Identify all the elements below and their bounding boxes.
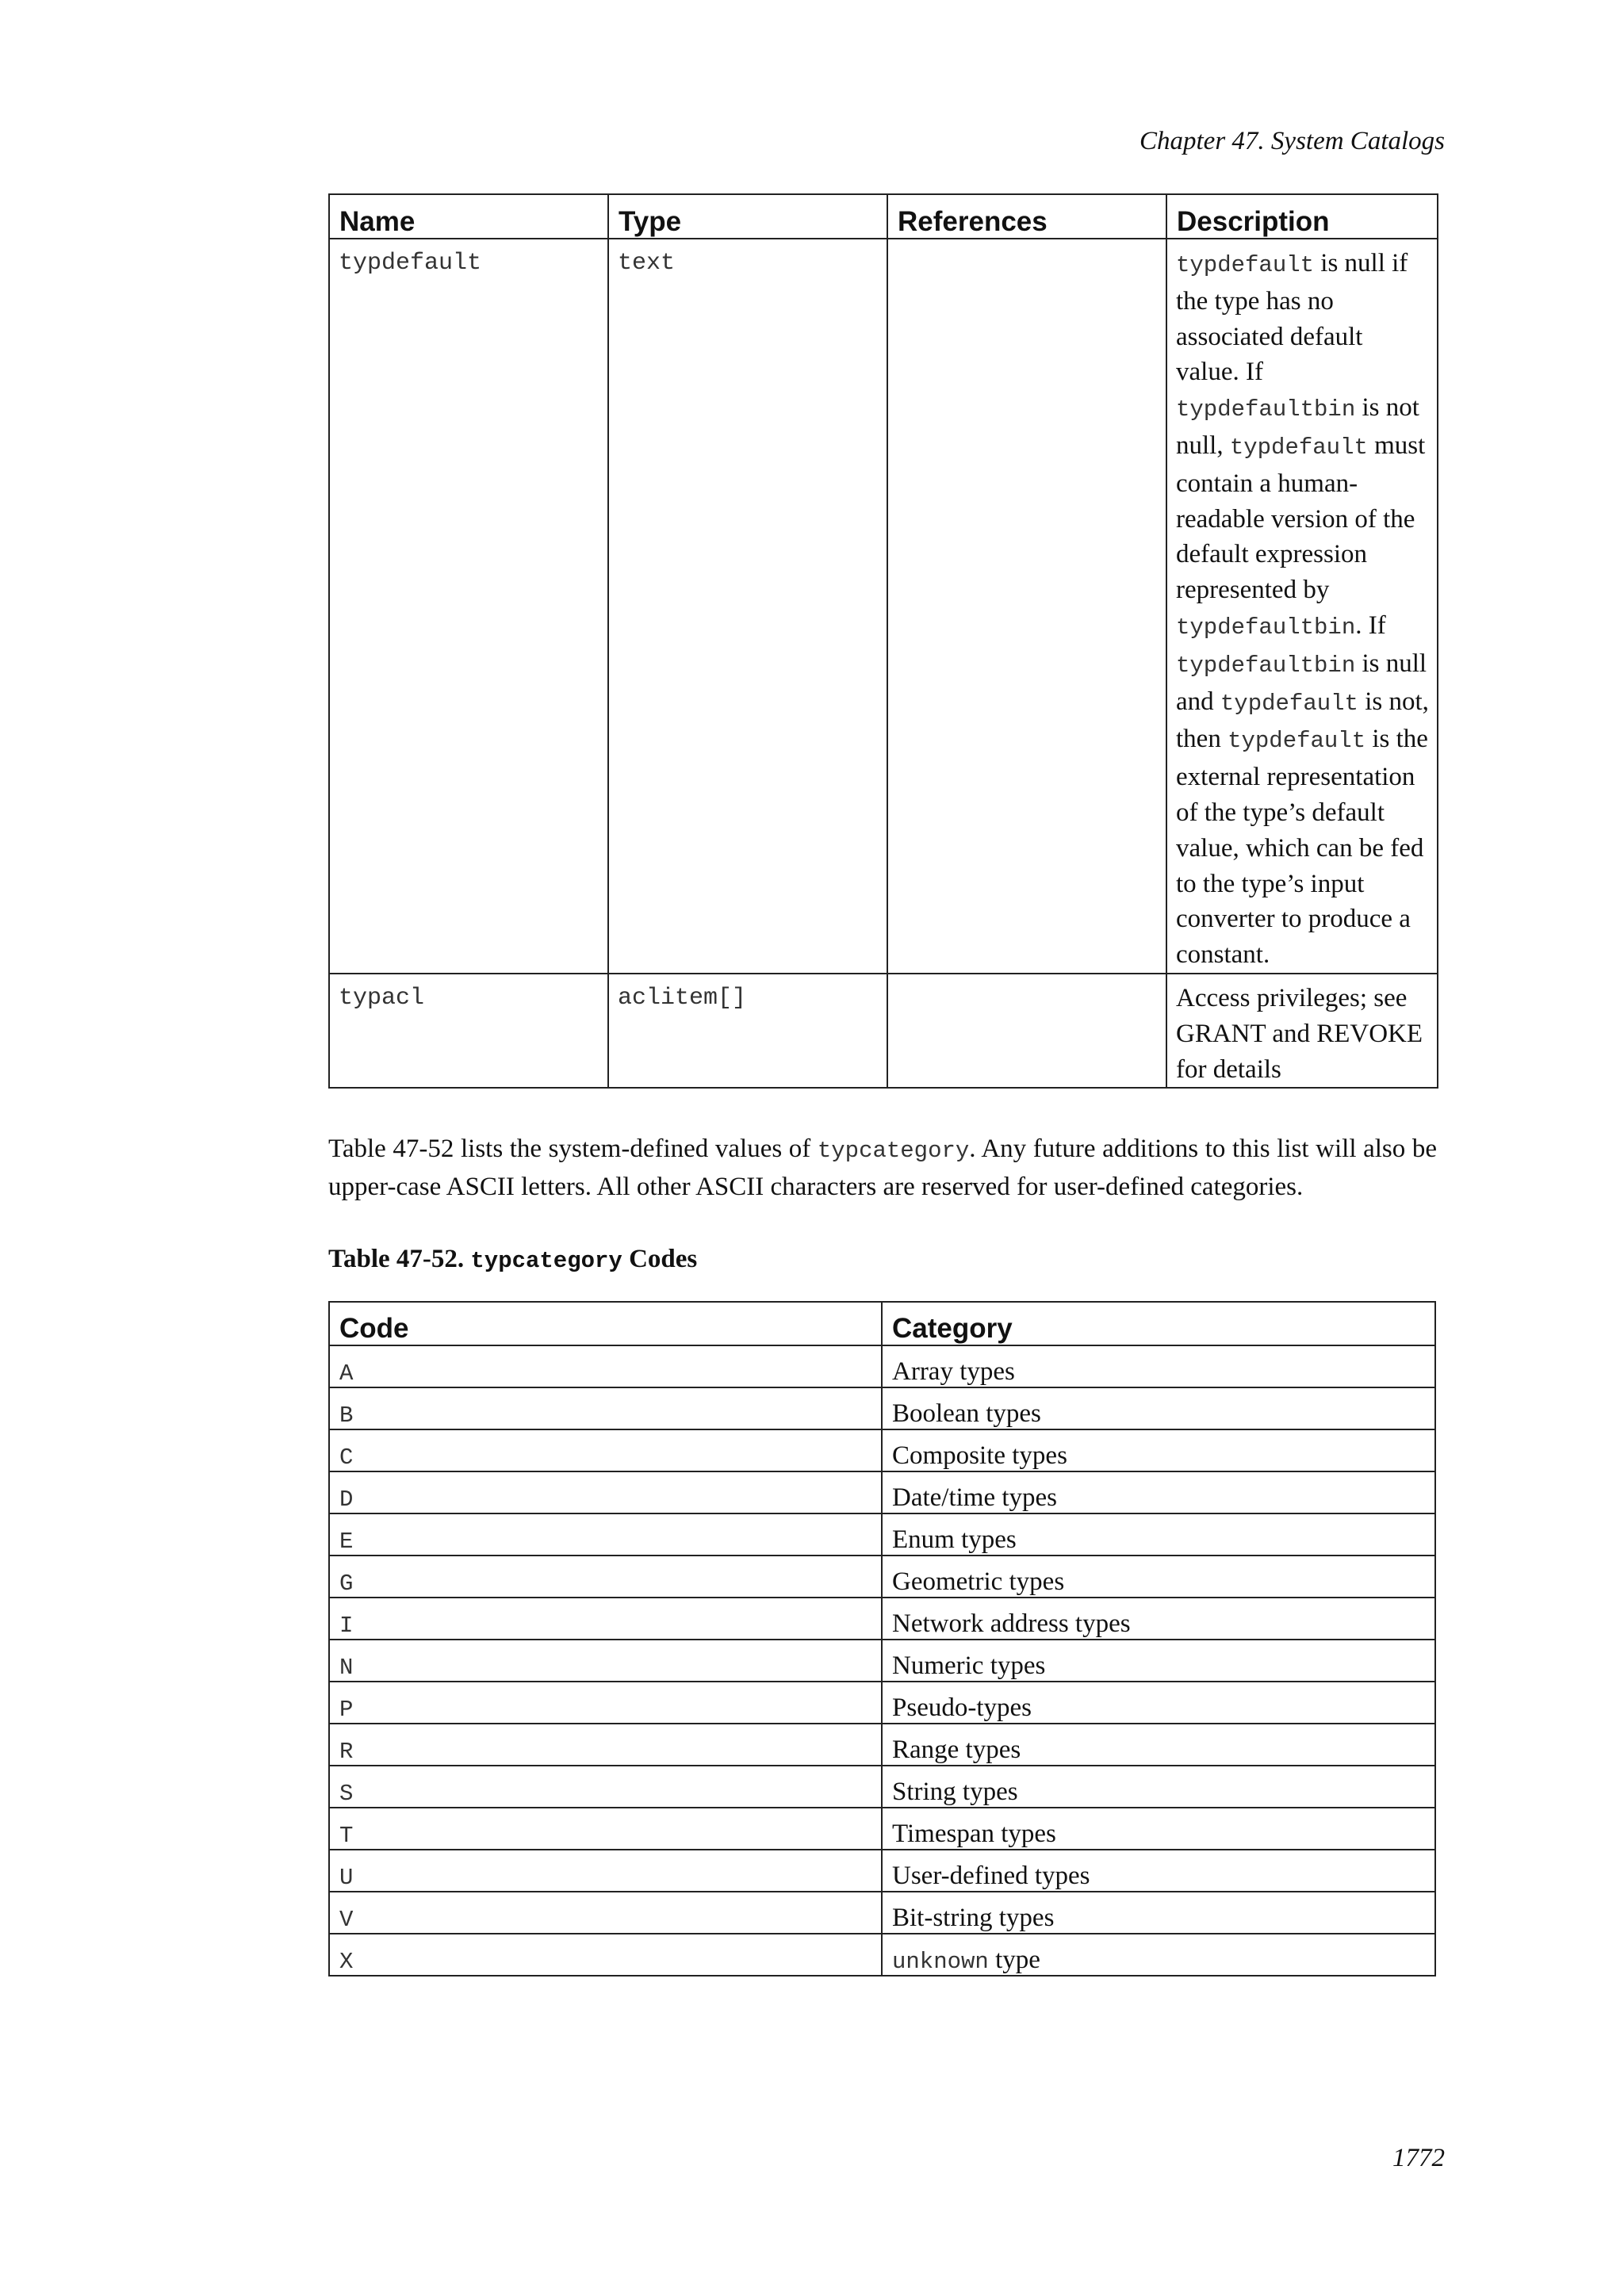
table-row bbox=[329, 974, 1438, 1088]
cell-category bbox=[882, 1429, 1435, 1471]
cell-code: I bbox=[329, 1598, 882, 1640]
table-title-suffix: Codes bbox=[622, 1245, 698, 1273]
cell-category bbox=[882, 1471, 1435, 1513]
column-header-description: Description bbox=[1166, 194, 1438, 239]
cell-category bbox=[882, 1556, 1435, 1598]
cell-category bbox=[882, 1892, 1435, 1934]
cell-code: D bbox=[329, 1471, 882, 1513]
inline-code: typdefault bbox=[1176, 252, 1315, 278]
page-number: 1772 bbox=[1392, 2144, 1445, 2172]
column-header-references: References bbox=[887, 194, 1166, 239]
inline-code: typdefault bbox=[1220, 690, 1358, 717]
inline-code: typcategory bbox=[817, 1138, 970, 1164]
text-run: Pseudo-types bbox=[892, 1693, 1032, 1722]
text-run: User-defined types bbox=[892, 1862, 1090, 1890]
table-title bbox=[328, 1245, 697, 1274]
cell-code: S bbox=[329, 1766, 882, 1808]
table-title-prefix: Table 47-52. bbox=[328, 1245, 471, 1273]
text-run: type bbox=[988, 1946, 1040, 1974]
cell-description bbox=[1166, 239, 1438, 974]
table-title-code: typcategory bbox=[470, 1248, 622, 1274]
cell-category bbox=[882, 1387, 1435, 1429]
cell-code: G bbox=[329, 1556, 882, 1598]
inline-code: typdefaultbin bbox=[1176, 614, 1356, 641]
codes-table-header-row bbox=[329, 1302, 1435, 1345]
running-header-chapter: Chapter 47. System Catalogs bbox=[1139, 127, 1445, 155]
cell-category bbox=[882, 1513, 1435, 1556]
cell-category bbox=[882, 1682, 1435, 1724]
text-run: Network address types bbox=[892, 1609, 1131, 1638]
table-row bbox=[329, 1513, 1435, 1556]
table-row bbox=[329, 1766, 1435, 1808]
text-run: is not, then bbox=[1176, 687, 1429, 754]
text-run: Table 47-52 lists the system-defined values of bbox=[328, 1135, 818, 1163]
cell-type: aclitem[] bbox=[608, 974, 887, 1088]
codes-table-body bbox=[329, 1345, 1435, 1976]
text-run: Enum types bbox=[892, 1525, 1017, 1554]
cell-code: X bbox=[329, 1934, 882, 1976]
table-row bbox=[329, 1471, 1435, 1513]
table-row bbox=[329, 1429, 1435, 1471]
text-run: Boolean types bbox=[892, 1399, 1041, 1428]
text-run: . Any future additions to this list will also be upper-case ASCII letters. All other ASCII characters are reserved for user-defined categories. bbox=[328, 1135, 1438, 1201]
columns-table-header-row bbox=[329, 194, 1438, 239]
table-row bbox=[329, 1345, 1435, 1387]
text-run: Range types bbox=[892, 1735, 1021, 1764]
columns-table bbox=[328, 193, 1438, 1089]
text-run: Date/time types bbox=[892, 1483, 1058, 1512]
table-row bbox=[329, 239, 1438, 974]
cell-code: T bbox=[329, 1808, 882, 1850]
cell-code: C bbox=[329, 1429, 882, 1471]
cell-type: text bbox=[608, 239, 887, 974]
codes-table bbox=[328, 1301, 1436, 1976]
cell-code: E bbox=[329, 1513, 882, 1556]
inline-code: typdefault bbox=[1229, 434, 1368, 461]
column-header-category: Category bbox=[882, 1302, 1435, 1345]
table-row bbox=[329, 1387, 1435, 1429]
inline-code: typdefaultbin bbox=[1176, 396, 1356, 423]
text-run: String types bbox=[892, 1777, 1018, 1806]
text-run: is not null, bbox=[1176, 393, 1419, 460]
cell-code: R bbox=[329, 1724, 882, 1766]
cell-code: B bbox=[329, 1387, 882, 1429]
cell-name: typdefault bbox=[329, 239, 608, 974]
cell-category bbox=[882, 1808, 1435, 1850]
cell-references bbox=[887, 974, 1166, 1088]
cell-code: P bbox=[329, 1682, 882, 1724]
cell-name: typacl bbox=[329, 974, 608, 1088]
table-row bbox=[329, 1850, 1435, 1892]
text-run: Composite types bbox=[892, 1441, 1067, 1470]
text-run: is null if the type has no associated default value. If bbox=[1176, 249, 1408, 387]
column-header-code: Code bbox=[329, 1302, 882, 1345]
inline-code: typdefaultbin bbox=[1176, 652, 1356, 679]
cell-category bbox=[882, 1598, 1435, 1640]
table-row bbox=[329, 1556, 1435, 1598]
inline-code: unknown bbox=[892, 1949, 989, 1975]
table-row bbox=[329, 1724, 1435, 1766]
text-run: Numeric types bbox=[892, 1651, 1046, 1680]
cell-references bbox=[887, 239, 1166, 974]
table-row bbox=[329, 1934, 1435, 1976]
cell-category bbox=[882, 1850, 1435, 1892]
cell-category bbox=[882, 1724, 1435, 1766]
cell-category bbox=[882, 1934, 1435, 1976]
cell-code: U bbox=[329, 1850, 882, 1892]
cell-category bbox=[882, 1640, 1435, 1682]
column-header-type: Type bbox=[608, 194, 887, 239]
cell-code: A bbox=[329, 1345, 882, 1387]
text-run: is the external representation of the type’s default value, which can be fed to the type’s input converter to produce a constant. bbox=[1176, 725, 1428, 970]
table-row bbox=[329, 1682, 1435, 1724]
text-run: Bit-string types bbox=[892, 1904, 1055, 1932]
cell-category bbox=[882, 1345, 1435, 1387]
text-run: Geometric types bbox=[892, 1567, 1065, 1596]
text-run: is null and bbox=[1176, 649, 1427, 716]
table-row bbox=[329, 1808, 1435, 1850]
text-run: . If bbox=[1355, 610, 1386, 640]
cell-category bbox=[882, 1766, 1435, 1808]
table-row bbox=[329, 1598, 1435, 1640]
text-run: Array types bbox=[892, 1357, 1015, 1386]
table-row bbox=[329, 1640, 1435, 1682]
cell-description bbox=[1166, 974, 1438, 1088]
text-run: Access privileges; see GRANT and REVOKE for details bbox=[1176, 983, 1423, 1084]
cell-code: N bbox=[329, 1640, 882, 1682]
text-run: Timespan types bbox=[892, 1820, 1056, 1848]
column-header-name: Name bbox=[329, 194, 608, 239]
body-paragraph bbox=[328, 1131, 1437, 1204]
inline-code: typdefault bbox=[1228, 728, 1366, 755]
text-run: must contain a human-readable version of the default expression represented by bbox=[1176, 430, 1426, 605]
table-row bbox=[329, 1892, 1435, 1934]
cell-code: V bbox=[329, 1892, 882, 1934]
